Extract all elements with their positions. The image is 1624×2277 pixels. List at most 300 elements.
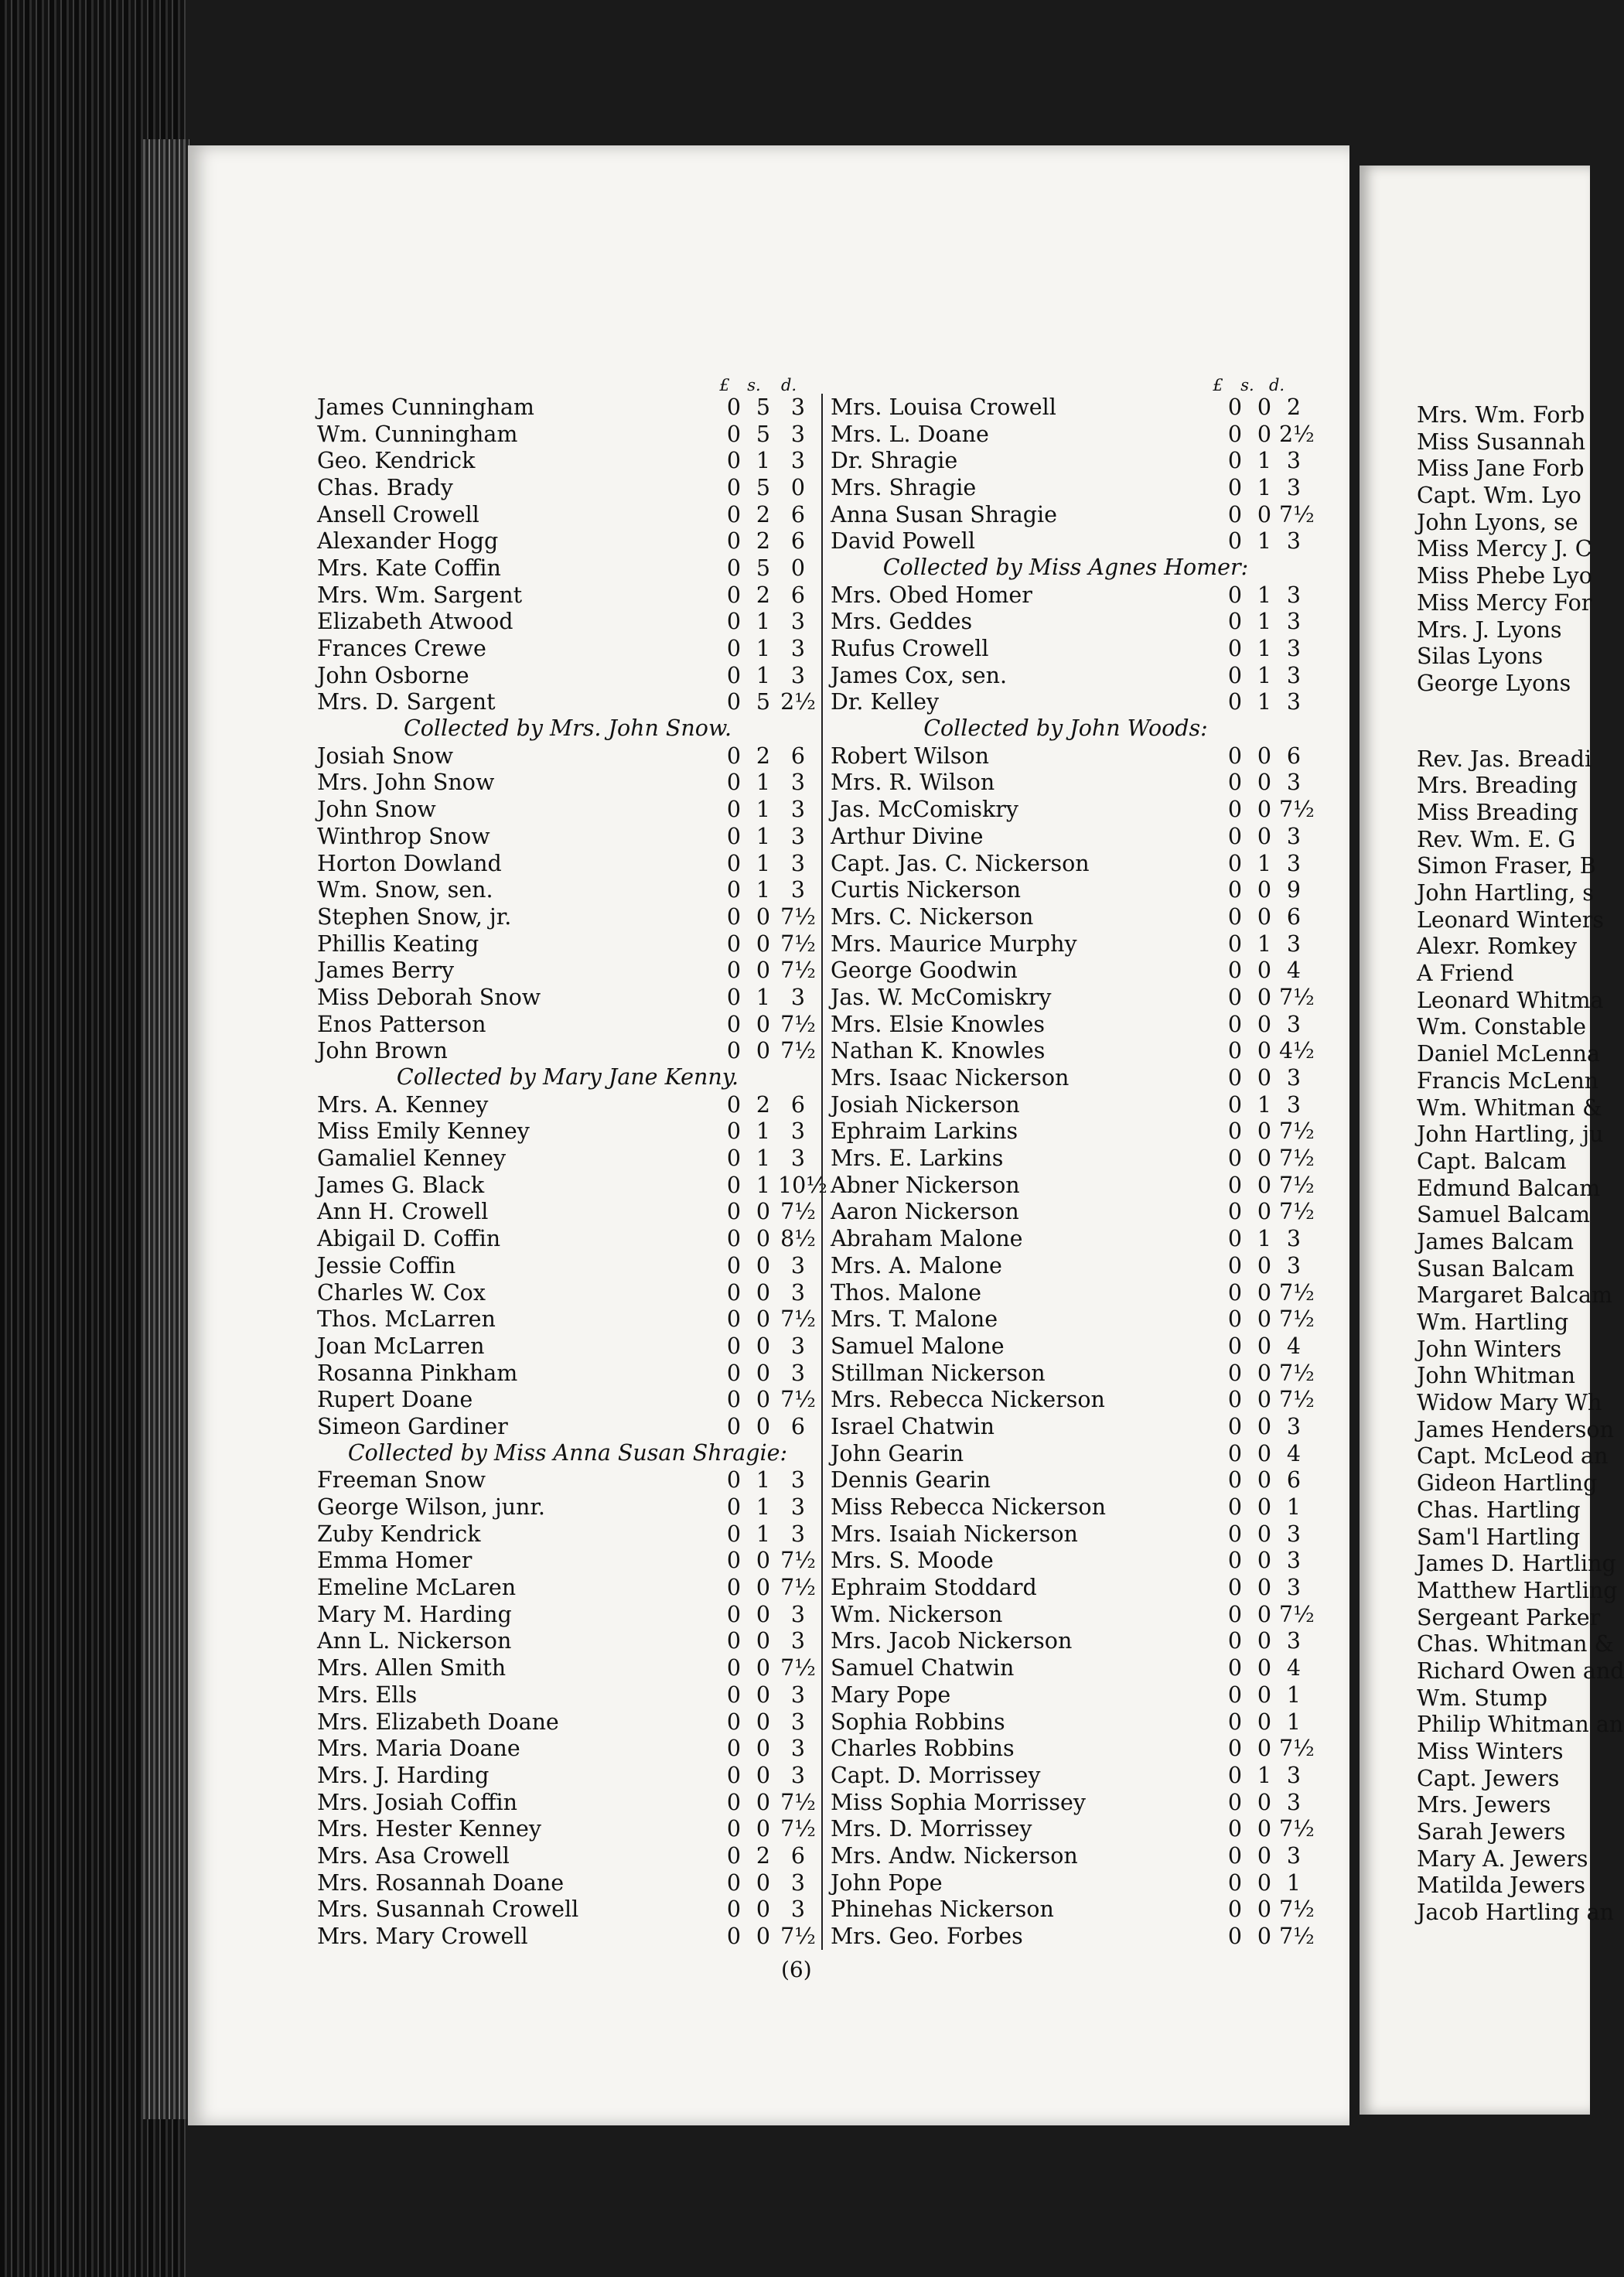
subscriber-name: Nathan K. Knowles <box>831 1038 1046 1064</box>
subscriber-row <box>823 1842 1308 1869</box>
subscriber-row <box>823 1333 1308 1360</box>
subscriber-row <box>823 742 1308 770</box>
subscriber-row <box>823 1199 1315 1226</box>
pounds-value: 0 <box>1227 1467 1243 1494</box>
subscriber-name: Robert Wilson <box>831 742 990 769</box>
pounds-value: 0 <box>1227 1601 1243 1627</box>
shillings-value: 0 <box>1257 1494 1272 1521</box>
shillings-value: 2 <box>756 528 771 555</box>
pounds-value: 0 <box>726 528 742 555</box>
subscriber-row <box>317 1091 818 1118</box>
pence-value: 3 <box>1286 1762 1302 1788</box>
subscriber-name: Mrs. T. Malone <box>831 1306 998 1333</box>
subscriber-name: Jessie Coffin <box>317 1252 456 1278</box>
subscriber-row <box>823 876 1308 903</box>
shillings-value: 0 <box>1257 984 1272 1010</box>
pounds-value: 0 <box>1227 877 1243 903</box>
subscriber-name: Mrs. J. Harding <box>317 1762 490 1788</box>
shillings-value: 0 <box>756 1252 771 1278</box>
subscriber-name: Mrs. Hester Kenney <box>317 1816 541 1842</box>
pence-value: 7½ <box>1279 984 1315 1010</box>
subscriber-name: Mrs. Mary Crowell <box>317 1924 528 1950</box>
subscriber-name: Mrs. Geddes <box>831 609 973 635</box>
pence-value: 3 <box>790 1118 806 1145</box>
fragment-row: Mrs. Wm. Forb <box>1417 402 1585 428</box>
subscriber-row <box>317 1548 818 1575</box>
pence-value: 7½ <box>780 930 816 957</box>
subscriber-row <box>823 394 1308 421</box>
shillings-value: 1 <box>756 1494 771 1521</box>
pence-value: 3 <box>790 609 806 635</box>
subscriber-name: Mrs. R. Wilson <box>831 770 995 796</box>
pounds-value: 0 <box>726 1252 742 1278</box>
pounds-value: 0 <box>1227 823 1243 849</box>
pounds-value: 0 <box>726 1199 742 1225</box>
shillings-value: 0 <box>756 1011 771 1037</box>
subscriber-row <box>823 1869 1308 1896</box>
pence-value: 7½ <box>1279 1279 1315 1306</box>
pounds-value: 0 <box>726 555 742 581</box>
pence-value: 3 <box>1286 1252 1302 1278</box>
shillings-value: 5 <box>756 689 771 715</box>
pence-value: 3 <box>790 1333 806 1359</box>
pounds-value: 0 <box>726 1842 742 1869</box>
subscriber-row <box>823 1038 1315 1065</box>
pounds-value: 0 <box>1227 582 1243 608</box>
fragment-row: Miss Susannah <box>1417 428 1586 455</box>
subscriber-name: Abner Nickerson <box>831 1172 1020 1198</box>
shillings-value: 0 <box>1257 1413 1272 1439</box>
pence-value: 3 <box>1286 1628 1302 1654</box>
subscriber-name: Stillman Nickerson <box>831 1360 1046 1386</box>
subscriber-row <box>317 1923 818 1950</box>
shillings-value: 0 <box>756 1628 771 1654</box>
pence-value: 4 <box>1286 1333 1302 1359</box>
subscriber-row <box>823 1091 1308 1118</box>
shillings-value: 0 <box>756 930 771 957</box>
subscriber-row <box>317 1654 818 1681</box>
fragment-gap <box>1417 698 1595 746</box>
pounds-value: 0 <box>726 1601 742 1627</box>
fragment-row: Wm. Stump <box>1417 1685 1548 1711</box>
pence-value: 3 <box>1286 1011 1302 1037</box>
pence-value: 7½ <box>1279 1145 1315 1172</box>
subscriber-name: Dr. Shragie <box>831 448 958 474</box>
fragment-row: Silas Lyons <box>1417 644 1544 670</box>
pence-value: 7½ <box>780 1655 816 1681</box>
fragment-row: Wm. Hartling <box>1417 1309 1569 1335</box>
subscriber-row <box>317 903 818 930</box>
pence-value: 3 <box>1286 582 1302 608</box>
pounds-value: 0 <box>1227 689 1243 715</box>
subscriber-name: Mrs. Geo. Forbes <box>831 1924 1023 1950</box>
pounds-value: 0 <box>1227 1736 1243 1762</box>
fragment-row: Rev. Jas. Breadi <box>1417 746 1592 772</box>
subscriber-row <box>317 662 818 689</box>
subscriber-row <box>823 1628 1308 1655</box>
subscriber-name: Freeman Snow <box>317 1467 486 1494</box>
pounds-value: 0 <box>1227 1387 1243 1413</box>
pence-value: 3 <box>790 877 806 903</box>
shillings-value: 0 <box>1257 903 1272 930</box>
pounds-value: 0 <box>1227 1252 1243 1278</box>
pence-value: 7½ <box>780 1011 816 1037</box>
pounds-value: 0 <box>726 448 742 474</box>
subscriber-row <box>823 421 1315 448</box>
shillings-value: 1 <box>756 1145 771 1172</box>
pence-value: 3 <box>1286 930 1302 957</box>
subscriber-row <box>823 582 1308 609</box>
subscriber-row <box>823 1252 1308 1279</box>
subscriber-row <box>317 1789 818 1816</box>
pounds-value: 0 <box>726 770 742 796</box>
subscriber-name: Mrs. Jacob Nickerson <box>831 1628 1073 1654</box>
page-number: (6) <box>781 1957 812 1982</box>
subscriber-name: Miss Rebecca Nickerson <box>831 1494 1106 1521</box>
pounds-value: 0 <box>726 742 742 769</box>
subscriber-row <box>823 609 1308 636</box>
shillings-value: 0 <box>1257 742 1272 769</box>
shillings-value: 0 <box>756 1709 771 1735</box>
pounds-value: 0 <box>1227 797 1243 823</box>
subscriber-name: Mrs. Shragie <box>831 474 977 500</box>
shillings-value: 0 <box>1257 1924 1272 1950</box>
shillings-value: 0 <box>1257 394 1272 420</box>
pence-value: 9 <box>1286 877 1302 903</box>
subscriber-row <box>317 1842 818 1869</box>
subscriber-row <box>317 1628 818 1655</box>
fragment-row: Simon Fraser, B <box>1417 853 1596 879</box>
fragment-row: Wm. Constable <box>1417 1014 1587 1040</box>
shillings-value: 1 <box>1257 448 1272 474</box>
subscriber-row <box>317 1413 818 1440</box>
subscriber-name: John Snow <box>317 797 436 823</box>
pounds-value: 0 <box>726 1145 742 1172</box>
pounds-value: 0 <box>726 1306 742 1333</box>
subscriber-row <box>317 770 818 797</box>
shillings-value: 0 <box>1257 1360 1272 1386</box>
pounds-value: 0 <box>726 1387 742 1413</box>
pounds-value: 0 <box>726 1226 742 1252</box>
subscriber-name: Mrs. Elsie Knowles <box>831 1011 1045 1037</box>
shillings-value: 1 <box>756 823 771 849</box>
pounds-value: 0 <box>1227 742 1243 769</box>
pounds-value: 0 <box>1227 1038 1243 1064</box>
pounds-value: 0 <box>726 1011 742 1037</box>
subscriber-name: Dennis Gearin <box>831 1467 991 1494</box>
subscriber-row <box>317 421 818 448</box>
subscriber-row <box>317 1467 818 1494</box>
subscriber-name: Mrs. A. Kenney <box>317 1091 489 1118</box>
subscriber-row <box>823 1064 1308 1091</box>
pence-value: 3 <box>790 421 806 447</box>
fragment-row: Miss Breading <box>1417 799 1578 825</box>
pence-value: 3 <box>790 797 806 823</box>
pounds-value: 0 <box>726 797 742 823</box>
pence-value: 3 <box>1286 448 1302 474</box>
subscriber-row <box>823 1709 1308 1736</box>
pounds-value: 0 <box>726 1816 742 1842</box>
shillings-value: 0 <box>1257 421 1272 447</box>
pence-value: 3 <box>790 1869 806 1896</box>
subscriber-name: Phinehas Nickerson <box>831 1896 1054 1923</box>
subscriber-row <box>317 1494 818 1521</box>
pounds-value: 0 <box>1227 528 1243 555</box>
pence-value: 4 <box>1286 1655 1302 1681</box>
fragment-row: A Friend <box>1417 961 1514 987</box>
pence-value: 7½ <box>780 1306 816 1333</box>
shillings-value: 1 <box>756 984 771 1010</box>
pence-value: 0 <box>790 555 806 581</box>
subscriber-row <box>317 1762 818 1789</box>
pence-value: 3 <box>790 1736 806 1762</box>
pounds-value: 0 <box>726 1869 742 1896</box>
fragment-row: Mrs. Breading <box>1417 773 1578 799</box>
pounds-value: 0 <box>726 1655 742 1681</box>
subscriber-name: Rufus Crowell <box>831 636 989 662</box>
pounds-value: 0 <box>726 1896 742 1923</box>
pence-value: 3 <box>1286 662 1302 688</box>
shillings-value: 0 <box>1257 1601 1272 1627</box>
subscriber-name: Phillis Keating <box>317 930 479 957</box>
subscriber-name: Mrs. Isaiah Nickerson <box>831 1521 1078 1547</box>
subscriber-row <box>317 742 818 770</box>
subscriber-row <box>317 823 818 850</box>
pence-value: 4 <box>1286 1440 1302 1466</box>
subscriber-row <box>823 770 1308 797</box>
shillings-value: 1 <box>1257 1226 1272 1252</box>
subscriber-name: Dr. Kelley <box>831 689 940 715</box>
pounds-value: 0 <box>726 1575 742 1601</box>
shillings-value: 0 <box>756 1226 771 1252</box>
shillings-value: 0 <box>756 1413 771 1439</box>
fragment-row: Samuel Balcam <box>1417 1202 1590 1228</box>
left-column <box>317 394 827 1950</box>
subscriber-row <box>823 1172 1315 1199</box>
pounds-value: 0 <box>1227 1924 1243 1950</box>
shillings-value: 0 <box>756 1548 771 1574</box>
subscriber-row <box>823 1762 1308 1789</box>
fragment-row: Francis McLenn <box>1417 1067 1599 1094</box>
pence-value: 3 <box>1286 528 1302 555</box>
shillings-value: 2 <box>756 1091 771 1118</box>
pounds-value: 0 <box>1227 1869 1243 1896</box>
pence-value: 1 <box>1286 1494 1302 1521</box>
pence-value: 6 <box>1286 1467 1302 1494</box>
subscriber-name: Charles Robbins <box>831 1736 1015 1762</box>
pence-value: 3 <box>790 1252 806 1278</box>
fragment-row: Sarah Jewers <box>1417 1819 1566 1845</box>
fragment-row: John Lyons, se <box>1417 509 1578 535</box>
subscriber-row <box>317 1709 818 1736</box>
shillings-value: 0 <box>1257 1306 1272 1333</box>
pence-value: 7½ <box>1279 1896 1315 1923</box>
pounds-value: 0 <box>726 1709 742 1735</box>
subscriber-row <box>317 1118 818 1145</box>
shillings-value: 1 <box>1257 1091 1272 1118</box>
subscriber-row <box>317 1199 818 1226</box>
subscriber-name: Abigail D. Coffin <box>317 1226 501 1252</box>
subscriber-name: Wm. Snow, sen. <box>317 877 493 903</box>
subscriber-name: Emma Homer <box>317 1548 473 1574</box>
shillings-value: 0 <box>1257 1011 1272 1037</box>
subscriber-name: Mrs. John Snow <box>317 770 495 796</box>
shillings-value: 0 <box>1257 1172 1272 1198</box>
pence-value: 7½ <box>780 1924 816 1950</box>
shillings-value: 0 <box>756 1575 771 1601</box>
subscriber-row <box>823 1386 1315 1413</box>
shillings-value: 0 <box>1257 1896 1272 1923</box>
pounds-value: 0 <box>726 1333 742 1359</box>
subscriber-row <box>823 447 1308 474</box>
subscriber-name: Ann H. Crowell <box>317 1199 489 1225</box>
fragment-row: Daniel McLenna <box>1417 1041 1600 1067</box>
pounds-value: 0 <box>1227 1896 1243 1923</box>
pence-value: 7½ <box>1279 1360 1315 1386</box>
fragment-row: George Lyons <box>1417 670 1571 696</box>
shillings-value: 0 <box>1257 1655 1272 1681</box>
shillings-value: 0 <box>1257 1709 1272 1735</box>
shillings-value: 0 <box>1257 797 1272 823</box>
shillings-value: 0 <box>1257 1333 1272 1359</box>
shillings-value: 1 <box>1257 609 1272 635</box>
shillings-value: 0 <box>1257 1869 1272 1896</box>
pence-value: 3 <box>790 662 806 688</box>
subscriber-row <box>317 1145 818 1172</box>
pounds-value: 0 <box>726 1494 742 1521</box>
pounds-value: 0 <box>1227 984 1243 1010</box>
fragment-row: Matthew Hartling <box>1417 1577 1618 1603</box>
pounds-value: 0 <box>1227 662 1243 688</box>
shillings-value: 0 <box>1257 1145 1272 1172</box>
subscriber-name: Zuby Kendrick <box>317 1521 481 1547</box>
pence-value: 7½ <box>1279 1306 1315 1333</box>
subscriber-row <box>317 984 818 1011</box>
subscriber-name: Ephraim Stoddard <box>831 1575 1037 1601</box>
shillings-value: 1 <box>756 1521 771 1547</box>
shillings-value: 0 <box>756 1762 771 1788</box>
subscriber-name: Enos Patterson <box>317 1011 486 1037</box>
subscriber-row <box>317 1279 818 1306</box>
shillings-value: 0 <box>1257 1387 1272 1413</box>
shillings-value: 1 <box>756 850 771 876</box>
subscriber-name: Winthrop Snow <box>317 823 490 849</box>
subscriber-row <box>823 823 1308 850</box>
subscriber-name: Ann L. Nickerson <box>317 1628 512 1654</box>
fragment-row: Matilda Jewers <box>1417 1872 1585 1899</box>
subscriber-row <box>823 527 1308 555</box>
pounds-value: 0 <box>1227 1333 1243 1359</box>
subscriber-name: Curtis Nickerson <box>831 877 1021 903</box>
subscriber-row <box>317 1896 818 1924</box>
subscriber-name: Mrs. Ells <box>317 1681 418 1708</box>
subscriber-name: Mrs. L. Doane <box>831 421 989 447</box>
fragment-row: Alexr. Romkey <box>1417 934 1578 960</box>
subscriber-row <box>317 1574 818 1601</box>
shillings-value: 1 <box>756 662 771 688</box>
pounds-value: 0 <box>726 394 742 420</box>
pence-value: 6 <box>790 582 806 608</box>
subscriber-row <box>317 447 818 474</box>
shillings-value: 0 <box>1257 958 1272 984</box>
shillings-value: 0 <box>756 1333 771 1359</box>
fragment-row: Gideon Hartling <box>1417 1470 1598 1497</box>
subscriber-row <box>317 689 818 716</box>
pence-value: 7½ <box>780 1038 816 1064</box>
pence-value: 7½ <box>1279 1172 1315 1198</box>
pence-value: 3 <box>790 1601 806 1627</box>
pounds-value: 0 <box>1227 1548 1243 1574</box>
subscriber-row <box>317 1735 818 1762</box>
subscriber-name: Rupert Doane <box>317 1387 473 1413</box>
pence-value: 7½ <box>1279 501 1315 527</box>
pence-value: 3 <box>1286 1842 1302 1869</box>
subscriber-name: Elizabeth Atwood <box>317 609 513 635</box>
shillings-value: 1 <box>756 609 771 635</box>
pounds-value: 0 <box>1227 394 1243 420</box>
shillings-value: 1 <box>756 877 771 903</box>
shillings-value: 0 <box>1257 1816 1272 1842</box>
subscriber-row <box>823 689 1308 716</box>
subscriber-row <box>317 609 818 636</box>
subscriber-name: James Cox, sen. <box>831 662 1008 688</box>
shillings-value: 0 <box>756 903 771 930</box>
pounds-value: 0 <box>1227 1789 1243 1815</box>
subscriber-row <box>823 1815 1315 1842</box>
subscriber-name: Geo. Kendrick <box>317 448 476 474</box>
shillings-value: 0 <box>756 1279 771 1306</box>
subscriber-name: Mrs. S. Moode <box>831 1548 994 1574</box>
pence-value: 3 <box>790 770 806 796</box>
shillings-value: 0 <box>1257 1279 1272 1306</box>
fragment-row: John Hartling, ju <box>1417 1121 1604 1148</box>
pence-value: 6 <box>790 501 806 527</box>
subscriber-row <box>823 903 1308 930</box>
pence-value: 4½ <box>1279 1038 1315 1064</box>
pounds-value: 0 <box>726 1279 742 1306</box>
subscriber-row <box>317 1681 818 1709</box>
subscriber-name: Mrs. Isaac Nickerson <box>831 1065 1070 1091</box>
pence-value: 3 <box>1286 1065 1302 1091</box>
fragment-row: Chas. Whitman & <box>1417 1631 1614 1657</box>
pence-value: 7½ <box>780 1575 816 1601</box>
pence-value: 3 <box>1286 1091 1302 1118</box>
subscriber-name: Frances Crewe <box>317 636 486 662</box>
pence-value: 1 <box>1286 1681 1302 1708</box>
shillings-value: 0 <box>1257 1789 1272 1815</box>
subscriber-name: Thos. Malone <box>831 1279 981 1306</box>
subscriber-row <box>823 1440 1308 1467</box>
subscriber-row <box>317 1333 818 1360</box>
pence-value: 3 <box>790 1145 806 1172</box>
fragment-row: Capt. McLeod an <box>1417 1443 1609 1470</box>
subscriber-row <box>823 1521 1308 1548</box>
shillings-value: 2 <box>756 501 771 527</box>
shillings-value: 0 <box>756 1789 771 1815</box>
subscriber-row <box>823 796 1315 823</box>
fragment-row: Capt. Balcam <box>1417 1148 1567 1174</box>
section-heading: Collected by Mrs. John Snow. <box>403 715 732 742</box>
pounds-value: 0 <box>1227 1816 1243 1842</box>
pence-value: 7½ <box>780 903 816 930</box>
subscriber-name: Mrs. Rosannah Doane <box>317 1869 565 1896</box>
subscriber-name: Samuel Chatwin <box>831 1655 1015 1681</box>
pounds-value: 0 <box>726 662 742 688</box>
pounds-value: 0 <box>1227 421 1243 447</box>
pounds-value: 0 <box>1227 448 1243 474</box>
pence-value: 2½ <box>780 689 816 715</box>
pence-value: 3 <box>790 984 806 1010</box>
